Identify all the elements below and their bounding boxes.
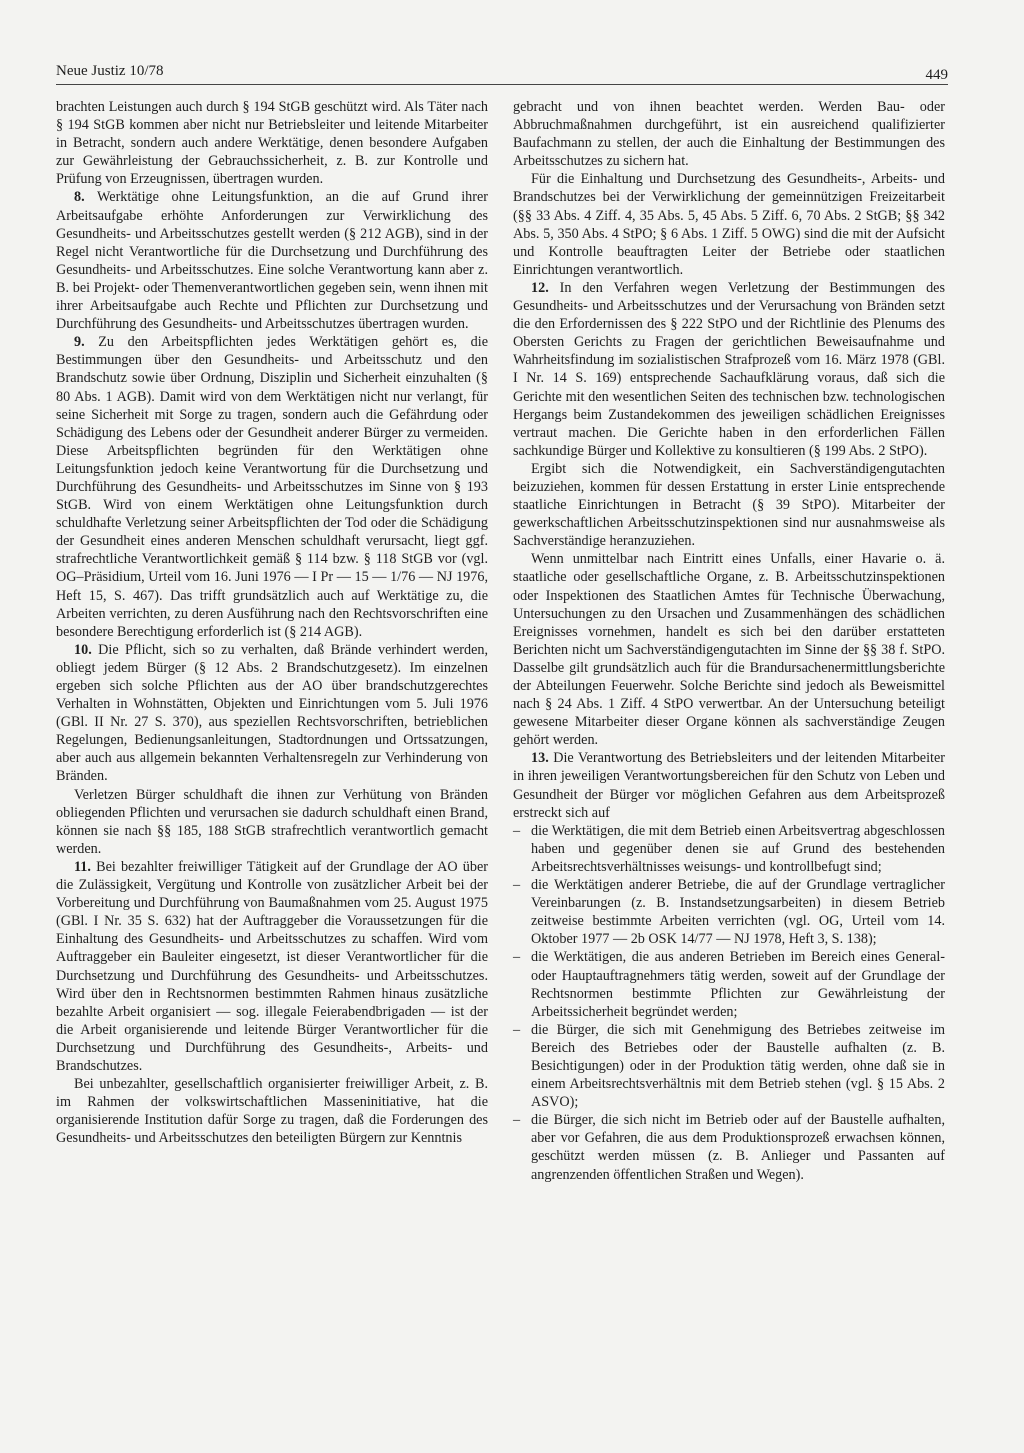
list-item: – die Werktätigen, die aus anderen Betrieben im Bereich eines General- oder Hauptauftragnehmers tätig werden, soweit auf der Grundlage der Rechtsnormen bestimmte Pflichten zur Gewährleistung der Arbeitssicherheit begründet werden; — [513, 948, 945, 1020]
paragraph-9 — [56, 333, 488, 641]
list-item: – die Werktätigen anderer Betriebe, die auf der Grundlage vertraglicher Vereinbarungen (z. B. Instandsetzungsarbeiten) in diesem Betrieb zeitweise bestimmte Arbeiten verrichten (vgl. OG, Urteil vom 14. Oktober 1977 — 2b OSK 14/77 — NJ 1978, Heft 3, S. 138); — [513, 876, 945, 948]
header-rule — [56, 84, 948, 85]
right-column — [513, 98, 945, 1184]
paragraph-text: Die Pflicht, sich so zu verhalten, daß Brände verhindert werden, obliegt jedem Bürger (§ 12 Abs. 2 Brandschutzgesetz). Im einzelnen ergeben sich solche Pflichten aus der AO über brandschutzgerechtes Verhalten in Wohnstätten, Objekten und Einrichtungen vom 5. Juli 1976 (GBl. II Nr. 27 S. 370), aus speziellen Rechtsvorschriften, betrieblichen Regelungen, Bedienungsanleitungen, Stadtordnungen und Ortssatzungen, aber auch aus allgemein bekannten Verhaltensregeln zur Verhinderung von Bränden. — [56, 641, 489, 785]
paragraph: Ergibt sich die Notwendigkeit, ein Sachverständigengutachten beizuziehen, kommen für dessen Erstattung in erster Linie entsprechende staatliche Einrichtungen in Betracht (§ 39 StPO). Mitarbeiter der gewerkschaftlichen Arbeitsschutzinspektionen sind nur ausnahmsweise als Sachverständige heranzuziehen. — [513, 460, 945, 550]
paragraph: Für die Einhaltung und Durchsetzung des Gesundheits-, Arbeits- und Brandschutzes bei der Verwirklichung der gemeinnützigen Freizeitarbeit (§§ 33 Abs. 4 Ziff. 4, 35 Abs. 5, 45 Abs. 5 Ziff. 6, 70 Abs. 2 StGB; §§ 342 Abs. 5, 350 Abs. 4 StPO; § 6 Abs. 1 Ziff. 5 OWG) sind die mit der Aufsicht und Kontrolle beauftragten Leiter der Betriebe oder staatlichen Einrichtungen verantwortlich. — [513, 171, 945, 278]
paragraph-12 — [513, 279, 945, 460]
section-number: 11. — [74, 858, 91, 875]
paragraph: Bei unbezahlter, gesellschaftlich organisierter freiwilliger Arbeit, z. B. im Rahmen der volkswirtschaftlichen Masseninitiative, hat die organisierende Institution dafür Sorge zu tragen, daß die Forderungen des Gesundheits- und Arbeitsschutzes den beteiligten Bürgern zur Kenntnis — [56, 1076, 488, 1147]
journal-issue: Neue Justiz 10/78 — [56, 63, 164, 79]
paragraph-text: Bei bezahlter freiwilliger Tätigkeit auf der Grundlage der AO über die Zulässigkeit, Vergütung und Kontrolle von zusätzlicher Arbeit bei der Vorbereitung und Durchführung von Baumaßnahmen vom 25. August 1975 (GBl. I Nr. 35 S. 632) hat der Auftraggeber die Voraussetzungen für die Einhaltung des Gesundheits- und Arbeitsschutzes zu schaffen. Wird vom Auftraggeber ein Bauleiter eingesetzt, ist dieser Verantwortlicher für die Durchsetzung und Durchführung des Gesundheits- und Arbeitsschutzes. Wird über den in Rechtsnormen bestimmten Rahmen hinaus zusätzliche bezahlte Arbeit organisiert — sog. illegale Feierabendbrigaden — ist der die Arbeit organisierende und leitende Bürger Verantwortlicher für die Durchsetzung und Durchführung des Gesundheits-, Arbeits- und Brandschutzes. — [56, 858, 489, 1074]
paragraph-text: Die Verantwortung des Betriebsleiters und der leitenden Mitarbeiter in ihren jeweiligen Verantwortungsbereichen für den Schutz von Leben und Gesundheit der Bürger vor möglichen Gefahren aus dem Arbeitsprozeß erstreckt sich auf — [513, 750, 946, 821]
list-item: – die Werktätigen, die mit dem Betrieb einen Arbeitsvertrag abgeschlossen haben und gegenüber denen sie auf Grund des bestehenden Arbeitsrechtsverhältnisses weisungs- und kontrollbefugt sind; — [513, 822, 945, 876]
list-item: – die Bürger, die sich mit Genehmigung des Betriebes zeitweise im Bereich des Betriebes oder der Baustelle aufhalten (z. B. Besichtigungen) oder in der Produktion tätig werden, ohne daß sie in einem Arbeitsrechtsverhältnis mit dem Betrieb stehen (vgl. § 15 Abs. 2 ASVO); — [513, 1021, 945, 1111]
paragraph-8 — [56, 188, 488, 333]
section-number: 8. — [74, 189, 85, 206]
section-number: 10. — [74, 641, 92, 658]
paragraph-text: Zu den Arbeitspflichten jedes Werktätigen gehört es, die Bestimmungen über den Gesundheits- und Arbeitsschutz und den Brandschutz sowie über Ordnung, Disziplin und Sicherheit einzuhalten (§ 80 Abs. 1 AGB). Damit wird von dem Werktätigen nicht nur verlangt, für seine Sicherheit mit Sorge zu tragen, sondern auch die Gefährdung oder Schädigung des Lebens oder der Gesundheit anderer Bürger zu vermeiden. Diese Arbeitspflichten begründen für den Werktätigen ohne Leitungsfunktion jedoch keine Verantwortung für die Durchsetzung und Durchführung des Gesundheits- und Arbeitsschutzes im Sinne von § 193 StGB. Wird von einem Werktätigen ohne Leitungsfunktion durch schuldhafte Verletzung seiner Arbeitspflichten der Tod oder die Schädigung der Gesundheit eines anderen Menschen schuldhaft verursacht, liegt ggf. strafrechtliche Verantwortlichkeit gemäß § 114 bzw. § 118 StGB vor (vgl. OG–Präsidium, Urteil vom 16. Juni 1976 — I Pr — 15 — 1/76 — NJ 1976, Heft 15, S. 467). Das trifft grundsätzlich auch auf Werktätige zu, die Arbeiten verrichten, zu deren Ausführung nach den Rechtsvorschriften eine besondere Berechtigung erforderlich ist (§ 214 AGB). — [56, 334, 489, 640]
section-number: 9. — [74, 334, 85, 351]
paragraph-13 — [513, 749, 945, 821]
dash-list — [513, 822, 945, 1184]
left-column — [56, 98, 488, 1147]
paragraph-text: In den Verfahren wegen Verletzung der Bestimmungen des Gesundheits- und Arbeitsschutzes und der Verursachung von Bränden setzt die den Erfordernissen des § 222 StPO und der Richtlinie des Plenums des Obersten Gerichts zu Fragen der gerichtlichen Beweisaufnahme und Wahrheitsfindung im sozialistischen Strafprozeß vom 16. März 1978 (GBl. I Nr. 14 S. 169) entsprechende Sachaufklärung voraus, daß sich die Gerichte mit den wesentlichen Seiten des technischen bzw. technologischen Hergangs beim Zustandekommen des jeweiligen schädlichen Ereignisses vertraut machen. Die Gerichte haben in den erforderlichen Fällen sachkundige Bürger und Kollektive zu konsultieren (§ 199 Abs. 2 StPO). — [513, 279, 945, 459]
paragraph: Wenn unmittelbar nach Eintritt eines Unfalls, einer Havarie o. ä. staatliche oder gesellschaftliche Organe, z. B. Arbeitsschutzinspektionen oder Inspektionen des Staatlichen Amtes für Technische Überwachung, Untersuchungen zu den Ursachen und Zusammenhängen des schädlichen Ereignisses vornehmen, handelt es sich bei den darüber erstatteten Berichten nicht um Sachverständigengutachten im Sinne der §§ 38 f. StPO. Dasselbe gilt grundsätzlich auch für die Brandursachenermittlungsberichte der Abteilungen Feuerwehr. Solche Berichte sind jedoch als Beweismittel nach § 24 Abs. 1 Ziff. 4 StPO verwertbar. An der Untersuchung beteiligt gewesene Mitarbeiter dieser Organe können als sachverständige Zeugen gehört werden. — [513, 551, 945, 749]
section-number: 12. — [531, 279, 549, 296]
paragraph-10 — [56, 641, 488, 786]
paragraph: brachten Leistungen auch durch § 194 StGB geschützt wird. Als Täter nach § 194 StGB kommen aber nicht nur Betriebsleiter und leitende Mitarbeiter in Betracht, sondern auch andere Werktätige, denen besondere Aufgaben zur Gewährleistung der Gebrauchssicherheit, z. B. zur Kontrolle und Prüfung von Erzeugnissen, übertragen wurden. — [56, 99, 488, 188]
page-number: 449 — [925, 67, 948, 83]
list-item: – die Bürger, die sich nicht im Betrieb oder auf der Baustelle aufhalten, aber vor Gefahren, die aus dem Produktionsprozeß erwachsen können, geschützt werden müssen (z. B. Anlieger und Passanten auf angrenzenden öffentlichen Straßen und Wegen). — [513, 1111, 945, 1183]
paragraph: Verletzen Bürger schuldhaft die ihnen zur Verhütung von Bränden obliegenden Pflichten und verursachen sie dadurch schuldhaft einen Brand, können sie nach §§ 185, 188 StGB strafrechtlich verantwortlich gemacht werden. — [56, 786, 488, 857]
paragraph: gebracht und von ihnen beachtet werden. Werden Bau- oder Abbruchmaßnahmen durchgeführt, ist ein ausreichend qualifizierter Baufachmann zu stellen, der auch die Einhaltung der Bestimmungen des Arbeitsschutzes zu sichern hat. — [513, 99, 945, 170]
paragraph-text: Werktätige ohne Leitungsfunktion, an die auf Grund ihrer Arbeitsaufgabe erhöhte Anforderungen zur Verwirklichung des Gesundheits- und Arbeitsschutzes gestellt werden (§ 212 AGB), sind in der Regel nicht Verantwortliche für die Durchsetzung und Durchführung des Gesundheits- und Arbeitsschutzes. Eine solche Verantwortung kann aber z. B. bei Projekt- oder Themenverantwortlichen gegeben sein, wenn ihnen mit ihrer Arbeitsaufgabe auch Rechte und Pflichten zur Durchsetzung und Durchführung des Gesundheits- und Arbeitsschutzes übertragen wurden. — [56, 189, 488, 333]
section-number: 13. — [531, 750, 549, 767]
paragraph-11 — [56, 858, 488, 1075]
